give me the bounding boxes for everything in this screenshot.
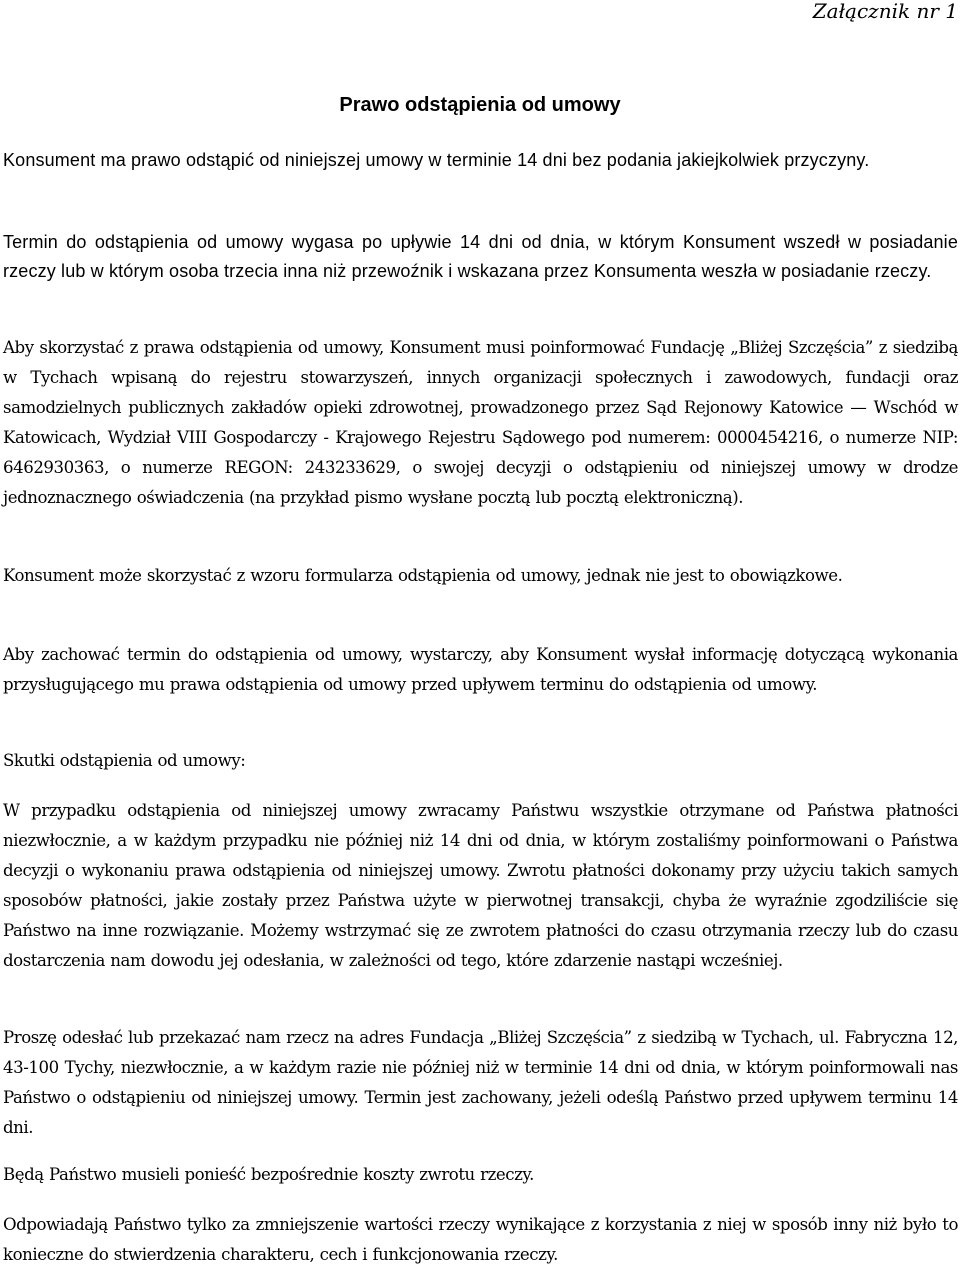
paragraph-return-address: Proszę odesłać lub przekazać nam rzecz na adres Fundacja „Bliżej Szczęścia” z siedzibą w Tychach, ul. Fabryczna 12, 43-100 Tychy, niezwłocznie, a w każdym razie nie później niż w terminie 14 dni od dnia, w którym poinformowali nas Państwo o odstąpieniu od niniejszej umowy. Termin jest zachowany, jeżeli odeślą Państwo przed upływem terminu 14 dni. xyxy=(3,1028,958,1137)
paragraph-deadline-kept: Aby zachować termin do odstąpienia od umowy, wystarczy, aby Konsument wysłał informację dotyczącą wykonania przysługującego mu prawa odstąpienia od umowy przed upływem terminu do odstąpienia od umowy. xyxy=(3,645,958,694)
paragraph-withdrawal-deadline: Termin do odstąpienia od umowy wygasa po upływie 14 dni od dnia, w którym Konsument wszedł w posiadanie rzeczy lub w którym osoba trzecia inna niż przewoźnik i wskazana przez Konsumenta weszła w posiadanie rzeczy. xyxy=(3,232,958,281)
paragraph-how-to-withdraw: Aby skorzystać z prawa odstąpienia od umowy, Konsument musi poinformować Fundację „Bliżej Szczęścia” z siedzibą w Tychach wpisaną do rejestru stowarzyszeń, innych organizacji społecznych i zawodowych, fundacji oraz samodzielnych publicznych zakładów opieki zdrowotnej, prowadzonego przez Sąd Rejonowy Katowice — Wschód w Katowicach, Wydział VIII Gospodarczy - Krajowego Rejestru Sądowego pod numerem: 0000454216, o numerze NIP: 6462930363, o numerze REGON: 243233629, o swojej decyzji o odstąpieniu od niniejszej umowy w drodze jednoznacznego oświadczenia (na przykład pismo wysłane pocztą lub pocztą elektroniczną). xyxy=(3,338,958,507)
paragraph-return-costs: Będą Państwo musieli ponieść bezpośrednie koszty zwrotu rzeczy. xyxy=(3,1165,534,1184)
paragraph-value-reduction: Odpowiadają Państwo tylko za zmniejszenie wartości rzeczy wynikające z korzystania z niej w sposób inny niż było to konieczne do stwierdzenia charakteru, cech i funkcjonowania rzeczy. xyxy=(3,1215,958,1264)
paragraph-right-of-withdrawal: Konsument ma prawo odstąpić od niniejszej umowy w terminie 14 dni bez podania jakiejkolwiek przyczyny. xyxy=(3,150,870,170)
paragraph-refund: W przypadku odstąpienia od niniejszej umowy zwracamy Państwu wszystkie otrzymane od Państwa płatności niezwłocznie, a w każdym przypadku nie później niż 14 dni od dnia, w którym zostaliśmy poinformowani o Państwa decyzji o wykonaniu prawa odstąpienia od niniejszej umowy. Zwrotu płatności dokonamy przy użyciu takich samych sposobów płatności, jakie zostały przez Państwa użyte w pierwotnej transakcji, chyba że wyraźnie zgodziliście się Państwo na inne rozwiązanie. Możemy wstrzymać się ze zwrotem płatności do czasu otrzymania rzeczy lub do czasu dostarczenia nam dowodu jej odesłania, w zależności od tego, które zdarzenie nastąpi wcześniej. xyxy=(3,801,958,970)
page-title: Prawo odstąpienia od umowy xyxy=(339,94,621,116)
paragraph-withdrawal-form: Konsument może skorzystać z wzoru formularza odstąpienia od umowy, jednak nie jest to obowiązkowe. xyxy=(3,566,843,585)
section-heading-effects: Skutki odstąpienia od umowy: xyxy=(3,751,246,770)
annex-label: Załącznik nr 1 xyxy=(812,0,958,23)
